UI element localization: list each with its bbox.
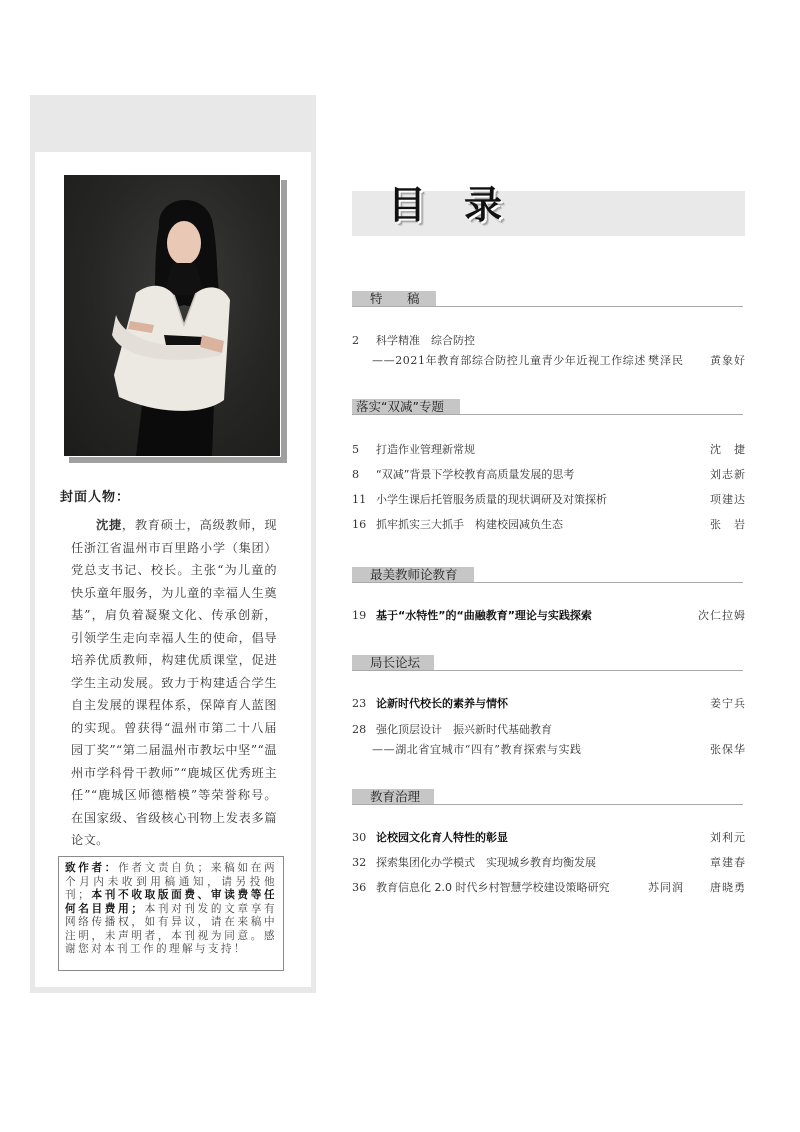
section-tag: 特 稿 [352,291,436,306]
section-tag: 最美教师论教育 [352,567,474,582]
toc-title: 目录 [388,183,541,227]
author-notice-box [58,856,284,971]
toc-entry[interactable] [352,879,746,897]
portrait-illustration [64,175,280,456]
entry-title: 论新时代校长的素养与情怀 [376,697,508,710]
entry-author: 刘利元 [710,831,746,844]
entry-page-number: 8 [352,468,360,481]
toc-entry[interactable] [352,721,746,739]
entry-author: 沈 捷 [710,443,746,456]
notice-text-1: 作者文责自负；来稿如在两个月内未收到用稿通知，请另投他刊； [65,862,277,901]
section-header [352,291,743,308]
section-header [352,567,743,584]
entry-page-number: 5 [352,443,360,456]
toc-section-double-reduction [352,399,746,531]
section-rule [352,414,743,415]
entry-page-number: 19 [352,609,367,622]
toc-entry[interactable] [352,854,746,872]
entry-author: 姜宁兵 [710,697,746,710]
entry-title: 小学生课后托管服务质量的现状调研及对策探析 [376,493,607,506]
entry-page-number: 11 [352,493,367,506]
notice-text-2: 本刊对刊发的文章享有网络传播权，如有异议，请在来稿中注明，未声明者，本刊视为同意。感谢您对本刊工作的理解与支持！ [65,902,277,955]
entry-title: 探索集团化办学模式 实现城乡教育均衡发展 [376,856,596,869]
section-header [352,399,743,416]
entry-title: 科学精准 综合防控 [376,334,475,347]
toc-entry[interactable] [352,332,746,350]
entry-title: 抓牢抓实三大抓手 构建校园减负生态 [376,518,563,531]
section-tag: 落实“双减”专题 [352,399,460,414]
cover-person-panel [30,95,316,993]
notice-no-fee-statement: 本刊不收取版面费、审读费等任何名目费用； [65,889,277,915]
section-tag: 局长论坛 [352,655,434,670]
entry-author: 唐晓勇 [710,881,746,894]
entry-author: 次仁拉姆 [698,609,746,622]
toc-section-feature [352,291,746,367]
entry-title: 打造作业管理新常规 [376,443,475,456]
entry-author: 张保华 [710,743,746,756]
entry-page-number: 30 [352,831,367,844]
section-rule [352,582,743,583]
entry-subtitle: ——2021年教育部综合防控儿童青少年近视工作综述 [372,354,646,367]
section-header [352,789,743,806]
entry-page-number: 16 [352,518,367,531]
toc-entry[interactable] [352,695,746,713]
entry-title: 教育信息化 2.0 时代乡村智慧学校建设策略研究 [376,881,610,894]
notice-lead: 致作者： [65,862,119,874]
toc-entry[interactable] [352,516,746,534]
entry-title: “双减”背景下学校教育高质量发展的思考 [376,468,575,481]
section-header [352,655,743,672]
toc-section-best-teacher [352,567,746,622]
section-rule [352,804,743,805]
toc-entry[interactable] [352,829,746,847]
toc-section-director-forum [352,655,746,756]
entry-author: 樊泽民 [648,354,684,367]
entry-title: 基于“水特性”的“曲融教育”理论与实践探索 [376,609,592,622]
entry-page-number: 2 [352,334,360,347]
toc-entry-subtitle-row[interactable] [352,741,746,759]
entry-subtitle: ——湖北省宜城市“四有”教育探索与实践 [372,743,582,756]
section-rule [352,306,743,307]
cover-person-description: ，教育硕士，高级教师，现任浙江省温州市百里路小学（集团）党总支书记、校长。主张“为儿童的快乐童年服务，为儿童的幸福人生奠基”，肩负着凝聚文化、传承创新，引领学生走向幸福人生的使命，倡导培养优质教师，构建优质课堂，促进学生主动发展。致力于构建适合学生自主发展的课程体系，保障育人蓝图的实现。曾获得“温州市第二十八届园丁奖”“第二届温州市教坛中坚”“温州市学科骨干教师”“鹿城区优秀班主任”“鹿城区师德楷模”等荣誉称号。在国家级、省级核心刊物上发表多篇论文。 [71,518,277,847]
cover-person-name: 沈捷 [96,518,122,532]
entry-author: 黄象好 [710,354,746,367]
entry-page-number: 32 [352,856,367,869]
entry-page-number: 23 [352,697,367,710]
section-rule [352,670,743,671]
entry-author: 项建达 [710,493,746,506]
cover-photo [63,174,281,457]
entry-page-number: 28 [352,723,367,736]
entry-page-number: 36 [352,881,367,894]
entry-author: 苏同润 [648,881,684,894]
toc-entry[interactable] [352,491,746,509]
cover-photo-frame [63,174,281,457]
cover-person-label: 封面人物： [60,490,131,505]
toc-entry-subtitle-row[interactable] [352,352,746,370]
toc-entry[interactable] [352,607,746,625]
cover-person-bio [71,514,277,852]
entry-title: 论校园文化育人特性的彰显 [376,831,508,844]
entry-title: 强化顶层设计 振兴新时代基础教育 [376,723,552,736]
toc-entry[interactable] [352,441,746,459]
entry-author: 张 岩 [710,518,746,531]
entry-author: 刘志新 [710,468,746,481]
toc-section-education-governance [352,789,746,894]
cover-person-card [35,152,311,987]
section-tag: 教育治理 [352,789,434,804]
entry-author: 章建春 [710,856,746,869]
toc-entry[interactable] [352,466,746,484]
